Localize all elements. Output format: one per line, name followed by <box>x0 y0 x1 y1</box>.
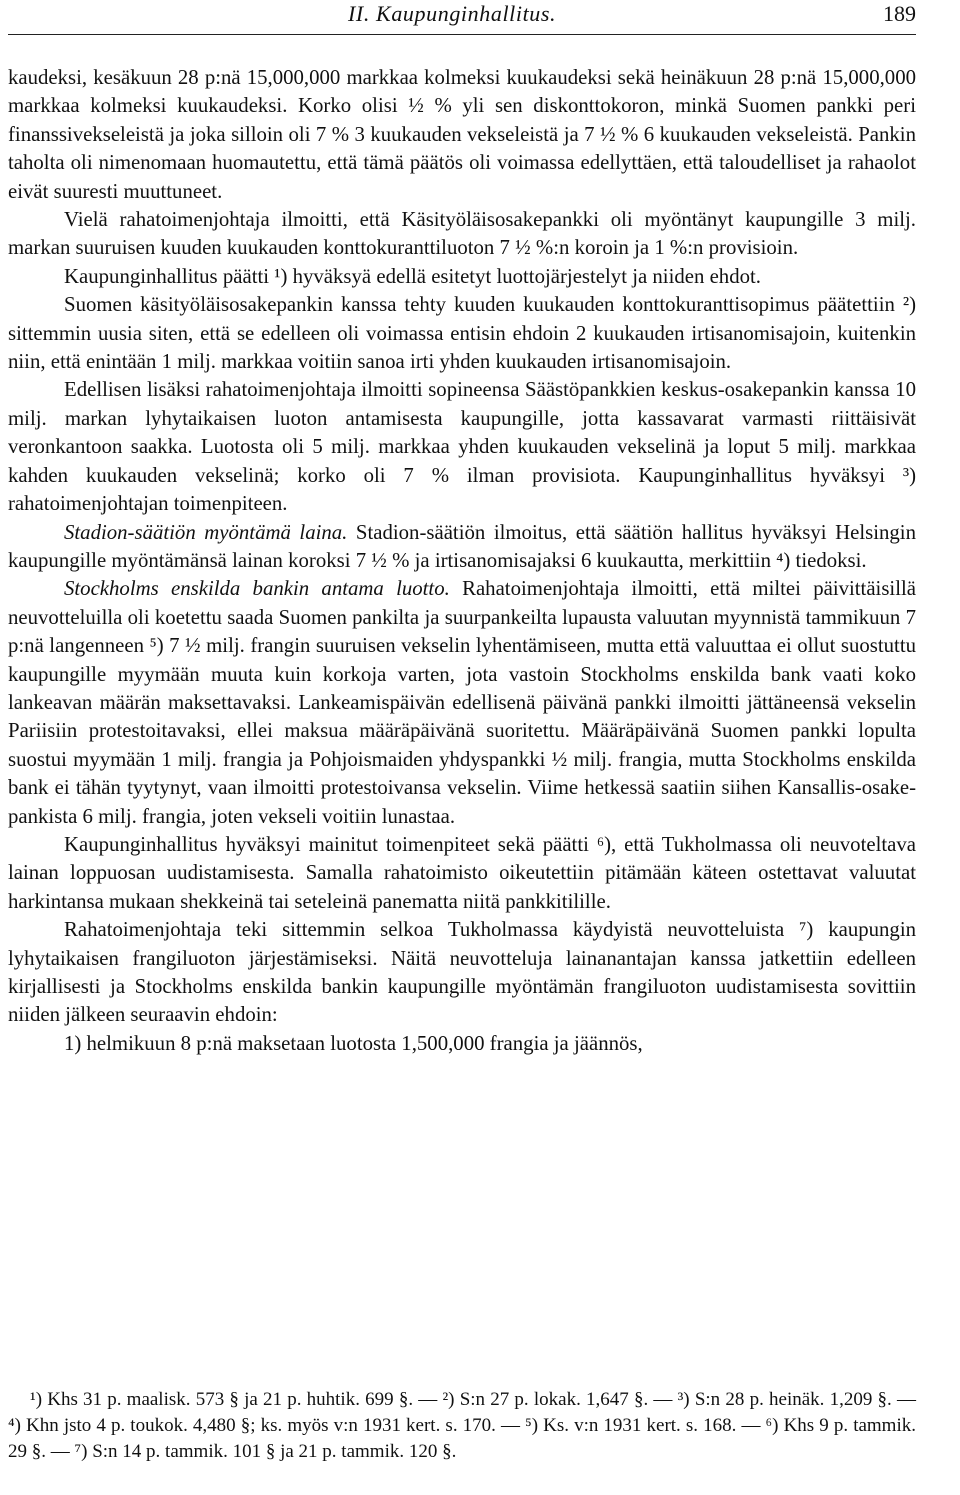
running-head: II. Kaupunginhallitus. <box>348 1 557 26</box>
paragraph-3: Kaupunginhallitus päätti ¹) hyväksyä edellä esitetyt luottojärjestelyt ja niiden ehdot. <box>64 264 761 288</box>
paragraph-5: Edellisen lisäksi rahatoimenjohtaja ilmoitti sopineensa Säästöpankkien keskus-osakepankin kanssa 10 milj. markan lyhytaikaisen luoton antamisesta kaupungille, jotta kassavarat varmasti riittäisivät veronkantoon saakka. Luotosta oli 5 milj. markkaa yhden kuukauden vekselinä ja loput 5 milj. markkaa kahden kuukauden vekselinä; korko oli 7 % ilman provisiota. Kaupunginhallitus hyväksyi ³) rahatoimenjohtajan toimenpiteen. <box>8 378 916 516</box>
stadion-text: Stadion-säätiön ilmoitus, että säätiön hallitus hyväksyi Helsingin kaupungille myöntämänsä lainan koroksi 7 ½ % ja irtisanomisajaksi 6 kuukautta, merkittiin ⁴) tiedoksi. <box>8 520 916 572</box>
paragraph-6: Kaupunginhallitus hyväksyi mainitut toimenpiteet sekä päätti ⁶), että Tukholmassa oli neuvoteltava lainan loppuosan uudistamisesta. Samalla rahatoimisto oikeutettiin pitämään käteen ostettavat valuutat harkintansa mukaan shekkeinä tai seteleinä panematta niitä pankkitilille. <box>8 832 916 913</box>
paragraph-7: Rahatoimenjohtaja teki sittemmin selkoa Tukholmassa käydyistä neuvotteluista ⁷) kaupungin lyhytaikaisen frangiluoton järjestämiseksi. Näitä neuvotteluja lainanantajan kanssa jatkettiin edelleen kirjallisesti ja Stockholms enskilda bankin kaupungille myöntämän frangiluoton uudistamisesta sovittiin niiden jälkeen seuraavin ehdoin: <box>8 918 916 1027</box>
paragraph-stadion <box>8 519 916 576</box>
paragraph-1: kaudeksi, kesäkuun 28 p:nä 15,000,000 markkaa kolmeksi kuukaudeksi sekä heinäkuun 28 p:nä 15,000,000 markkaa kolmeksi kuukaudeksi. Korko olisi ½ % yli sen diskonttokoron, minkä Suomen pankki peri finanssivekseleistä ja joka silloin oli 7 % 3 kuukauden vekseleistä ja 7 ½ % 6 kuukauden vekseleistä. Pankin taholta oli nimenomaan huomautettu, että tämä päätös oli voimassa edellyttäen, että taloudelliset ja rahaolot eivät suuresti muuttuneet. <box>8 66 916 203</box>
paragraph-8: 1) helmikuun 8 p:nä maksetaan luotosta 1,500,000 frangia ja jäännös, <box>64 1031 643 1055</box>
header-rule <box>8 34 916 35</box>
paragraph-4: Suomen käsityöläisosakepankin kanssa tehty kuuden kuukauden konttokuranttisopimus päätettiin ²) sittemmin uusia siten, että se edelleen oli voimassa entisin ehdoin 2 kuukauden irtisanomisajoin, kuitenkin niin, että enintään 1 milj. markkaa voitiin sanoa irti yhden kuukauden irtisanomisajoin. <box>8 293 916 374</box>
footnote-text: ¹) Khs 31 p. maalisk. 573 § ja 21 p. huhtik. 699 §. — ²) S:n 27 p. lokak. 1,647 §. — ³) S:n 28 p. heinäk. 1,209 §. — ⁴) Khn jsto 4 p. toukok. 4,480 §; ks. myös v:n 1931 kert. s. 170. — ⁵) Ks. v:n 1931 kert. s. 168. — ⁶) Khs 9 p. tammik. 29 §. — ⁷) S:n 14 p. tammik. 101 § ja 21 p. tammik. 120 §. <box>8 1389 916 1462</box>
section-heading-stadion: Stadion-säätiön myöntämä laina. <box>64 520 348 544</box>
section-heading-stockholms: Stockholms enskilda bankin antama luotto. <box>64 577 450 601</box>
stockholms-text: Rahatoimenjohtaja ilmoitti, että miltei päivittäisillä neuvotteluilla oli koetettu saada Suomen pankilta ja suurpankeilta lupausta valuutan myynnistä tammikuun 7 p:nä langenneen ⁵) 7 ½ milj. frangin suuruisen vekselin lyhentämiseen, mutta että valuuttaa ei ollut suostuttu kaupungille myymään muuta kuin korkoja varten, jota vastoin Stockholms enskilda bank vaati koko lankeavan määrän maksettavaksi. Lankeamispäivän edellisenä päivänä pankki ilmoitti jättäneensä vekselin Pariisiin protestoitavaksi, ellei maksua määräpäivänä suoritettu. Määräpäivänä Suomen pankki lopulta suostui myymään 1 milj. frangia ja Pohjoismaiden yhdyspankki ½ milj. frangia, mutta Stockholms enskilda bank ei tähän tyytynyt, vaan ilmoitti protestoivansa vekselin. Viime hetkessä saatiin siihen Kansallis-osake-pankista 6 milj. frangia, joten vekseli voitiin lunastaa. <box>8 577 916 828</box>
paragraph-2: Vielä rahatoimenjohtaja ilmoitti, että Käsityöläisosakepankki oli myöntänyt kaupungille 3 milj. markan suuruisen kuuden kuukauden konttokuranttiluoton 7 ½ %:n koroin ja 1 %:n provisioin. <box>8 208 916 260</box>
page-number: 189 <box>883 1 916 26</box>
footnotes <box>8 1387 916 1465</box>
page-header <box>8 0 916 34</box>
paragraph-stockholms <box>8 575 916 831</box>
body-text <box>8 64 916 1058</box>
